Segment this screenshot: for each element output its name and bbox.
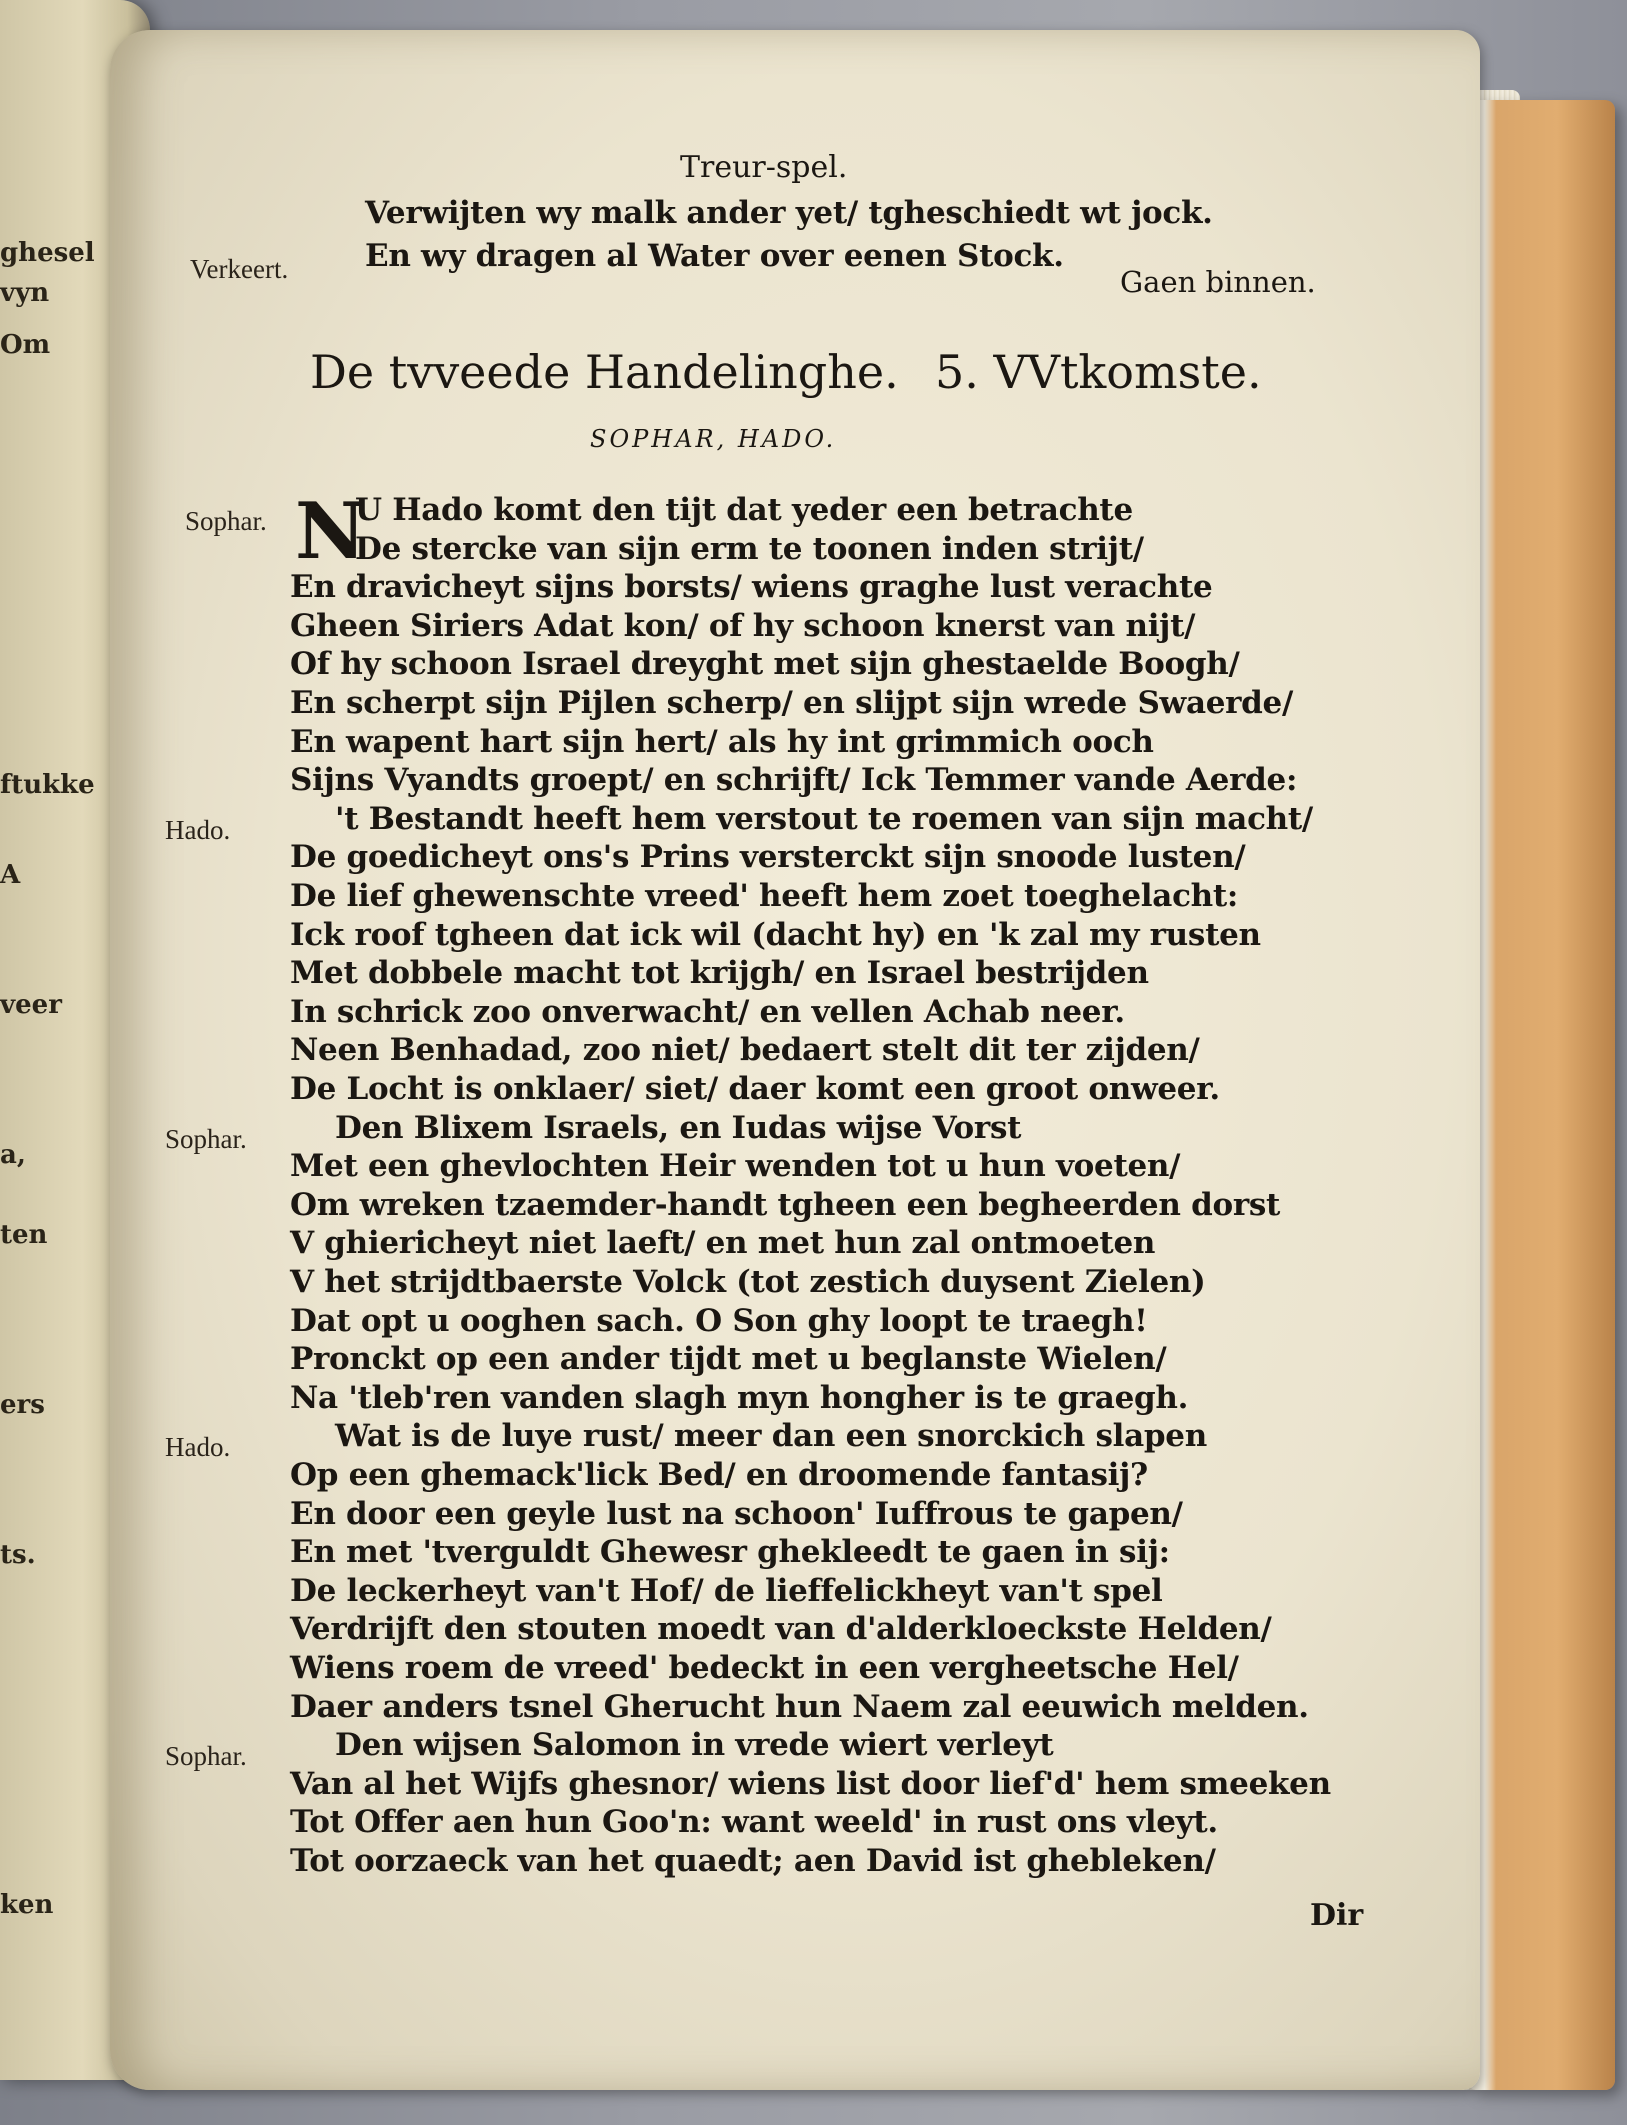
verse-line: In schrick zoo onverwacht/ en vellen Achab neer.	[290, 994, 1125, 1030]
verse-line: Met een ghevlochten Heir wenden tot u hun voeten/	[290, 1148, 1181, 1184]
verse-line: Wiens roem de vreed' bedeckt in een vergheetsche Hel/	[290, 1650, 1239, 1686]
verse-line: Dat opt u ooghen sach. O Son ghy loopt te traegh!	[290, 1303, 1148, 1339]
left-page-fragment: ghesel	[0, 238, 95, 268]
verse-line: En dravicheyt sijns borsts/ wiens graghe lust verachte	[290, 569, 1213, 605]
drop-capital: N	[295, 486, 367, 577]
left-page-fragment: ken	[0, 1890, 54, 1920]
left-page-fragment: ftukke	[0, 770, 95, 800]
verse-line: Tot Offer aen hun Goo'n: want weeld' in rust ons vleyt.	[290, 1804, 1218, 1840]
speaker-label: Sophar.	[185, 506, 267, 536]
verse-line: En wy dragen al Water over eenen Stock.	[365, 238, 1064, 274]
stage-direction: Gaen binnen.	[1120, 265, 1316, 299]
left-page-fragment: ers	[0, 1390, 45, 1420]
verse-line: V ghiericheyt niet laeft/ en met hun zal ontmoeten	[290, 1225, 1156, 1261]
verse-line: Of hy schoon Israel dreyght met sijn ghestaelde Boogh/	[290, 646, 1240, 682]
verse-line: De goedicheyt ons's Prins versterckt sijn snoode lusten/	[290, 839, 1246, 875]
speaker-label: Sophar.	[165, 1741, 247, 1771]
verse-line: En met 'tverguldt Ghewesr ghekleedt te gaen in sij:	[290, 1534, 1170, 1570]
verse-line: 't Bestandt heeft hem verstout te roemen van sijn macht/	[335, 801, 1313, 837]
verse-line: De stercke van sijn erm te toonen inden strijt/	[355, 531, 1144, 567]
verse-line: Tot oorzaeck van het quaedt; aen David ist ghebleken/	[290, 1843, 1216, 1879]
verse-line: Van al het Wijfs ghesnor/ wiens list door lief'd' hem smeeken	[290, 1766, 1331, 1802]
left-page-fragment: ten	[0, 1220, 48, 1250]
verse-line: De leckerheyt van't Hof/ de lieffelickheyt van't spel	[290, 1573, 1163, 1609]
verse-line: En scherpt sijn Pijlen scherp/ en slijpt sijn wrede Swaerde/	[290, 685, 1294, 721]
speaker-label: Verkeert.	[190, 254, 289, 284]
act-heading: De tvveede Handelinghe.	[310, 345, 899, 399]
left-page-fragment: Om	[0, 330, 51, 360]
left-page-fragment: vyn	[0, 278, 50, 308]
verse-line: En door een geyle lust na schoon' Iuffrous te gapen/	[290, 1496, 1183, 1532]
verse-line: De Locht is onklaer/ siet/ daer komt een groot onweer.	[290, 1071, 1220, 1107]
verse-line: Gheen Siriers Adat kon/ of hy schoon knerst van nijt/	[290, 608, 1196, 644]
scene-heading: 5. VVtkomste.	[935, 345, 1262, 399]
verse-line: En wapent hart sijn hert/ als hy int grimmich ooch	[290, 724, 1154, 760]
left-page-fragment: A	[0, 860, 21, 890]
catchword: Dir	[1310, 1898, 1364, 1933]
characters-line: SOPHAR, HADO.	[590, 425, 837, 453]
left-page-fragment: ts.	[0, 1540, 36, 1570]
verse-line: Wat is de luye rust/ meer dan een snorckich slapen	[335, 1418, 1207, 1454]
verse-line: Verwijten wy malk ander yet/ tgheschiedt wt jock.	[365, 195, 1213, 231]
verse-line: U Hado komt den tijt dat yeder een betrachte	[355, 492, 1133, 528]
verse-line: De lief ghewenschte vreed' heeft hem zoet toeghelacht:	[290, 878, 1239, 914]
verse-line: Ick roof tgheen dat ick wil (dacht hy) en 'k zal my rusten	[290, 917, 1261, 953]
verse-line: Den Blixem Israels, en Iudas wijse Vorst	[335, 1110, 1022, 1146]
left-page-fragment: veer	[0, 990, 62, 1020]
book-cover-edge	[1470, 100, 1615, 2090]
verse-line: Den wijsen Salomon in vrede wiert verleyt	[335, 1727, 1054, 1763]
speaker-label: Hado.	[165, 815, 231, 845]
verse-line: Om wreken tzaemder-handt tgheen een begheerden dorst	[290, 1187, 1281, 1223]
verse-line: Neen Benhadad, zoo niet/ bedaert stelt dit ter zijden/	[290, 1032, 1200, 1068]
verse-line: Pronckt op een ander tijdt met u beglanste Wielen/	[290, 1341, 1167, 1377]
left-page-fragment: a,	[0, 1140, 26, 1170]
verse-line: Daer anders tsnel Gherucht hun Naem zal eeuwich melden.	[290, 1689, 1309, 1725]
verse-line: Na 'tleb'ren vanden slagh myn hongher is te graegh.	[290, 1380, 1189, 1416]
verse-line: V het strijdtbaerste Volck (tot zestich duysent Zielen)	[290, 1264, 1206, 1300]
verse-line: Verdrijft den stouten moedt van d'alderkloeckste Helden/	[290, 1611, 1272, 1647]
verse-line: Op een ghemack'lick Bed/ en droomende fantasij?	[290, 1457, 1148, 1493]
verse-line: Sijns Vyandts groept/ en schrijft/ Ick Temmer vande Aerde:	[290, 762, 1298, 798]
speaker-label: Sophar.	[165, 1124, 247, 1154]
verse-line: Met dobbele macht tot krijgh/ en Israel bestrijden	[290, 955, 1149, 991]
speaker-label: Hado.	[165, 1432, 231, 1462]
running-head: Treur-spel.	[680, 150, 848, 185]
